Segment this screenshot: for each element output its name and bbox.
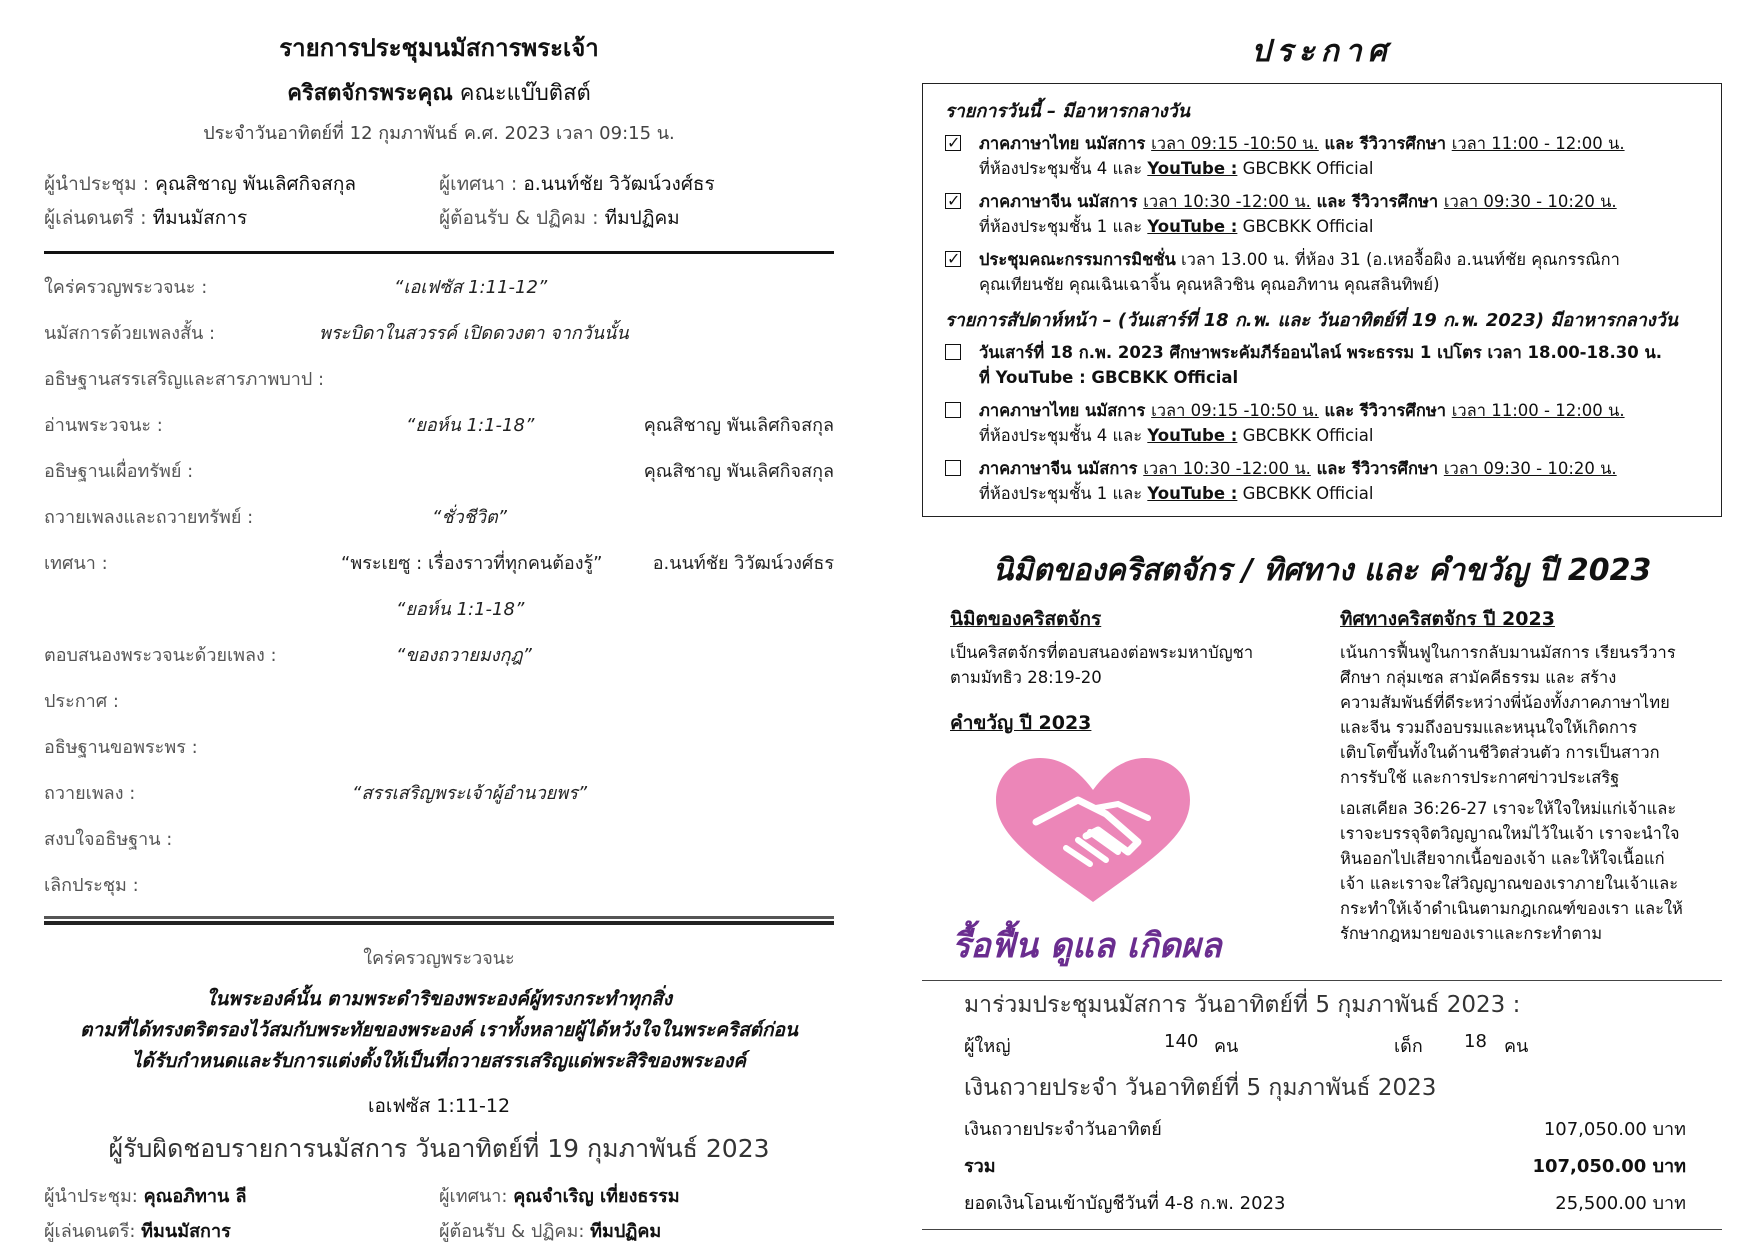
item-location: ที่ห้องประชุมชั้น 1 และ	[979, 484, 1148, 503]
youtube-link[interactable]: YouTube :	[1147, 217, 1238, 236]
item-text: และ รีวิวารศึกษา	[1318, 134, 1452, 153]
announcement-item	[945, 189, 1701, 239]
church-denomination: คณะแบ๊บติสต์	[452, 81, 591, 106]
vision-text	[950, 640, 1340, 690]
verse-line: ในพระองค์นั้น ตามพระดำริของพระองค์ผู้ทรงกระทำทุกสิ่ง	[205, 988, 673, 1010]
direction-line: เติบโตขึ้นทั้งในด้านชีวิตส่วนตัว การเป็นสาวก	[1340, 743, 1660, 762]
transfer-row	[964, 1188, 1686, 1217]
order-row	[44, 398, 834, 444]
next-music-name: ทีมนมัสการ	[141, 1221, 231, 1242]
youtube-link[interactable]: YouTube :	[1147, 426, 1238, 445]
order-label: ถวายเพลง :	[44, 783, 136, 804]
item-time: เวลา 09:30 - 10:20 น.	[1443, 459, 1617, 478]
ezekiel-line: เจ้า และเราจะใส่วิญญาณของเราภายในเจ้าและ	[1340, 874, 1679, 893]
vision-line: ตามมัทธิว 28:19-20	[950, 668, 1102, 687]
double-divider	[44, 916, 834, 925]
next-leader-name: คุณอภิทาน ลี	[143, 1186, 247, 1207]
announcements-title: ประกาศ	[1251, 34, 1393, 69]
order-row	[44, 582, 834, 628]
order-item: “ยอห์น 1:1-18”	[406, 415, 535, 436]
order-label: อธิษฐานสรรเสริญและสารภาพบาป :	[44, 369, 325, 390]
offering-value: 107,050.00 บาท	[1543, 1119, 1686, 1140]
item-time: เวลา 10:30 -12:00 น.	[1143, 192, 1311, 211]
order-item: “ของถวายมงกุฎ”	[396, 645, 532, 666]
service-date: ประจำวันอาทิตย์ที่ 12 กุมภาพันธ์ ค.ศ. 2023 เวลา 09:15 น.	[203, 123, 675, 144]
channel-name: GBCBKK Official	[1237, 426, 1374, 445]
child-unit: คน	[1504, 1036, 1529, 1057]
offering-heading: เงินถวายประจำ วันอาทิตย์ที่ 5 กุมภาพันธ์ 2023	[964, 1075, 1437, 1101]
total-value: 107,050.00 บาท	[1532, 1156, 1686, 1177]
verse-heading: ใคร่ครวญพระวจนะ	[363, 948, 515, 969]
heart-handshake-icon	[978, 752, 1208, 912]
vision-line: เป็นคริสตจักรที่ตอบสนองต่อพระมหาบัญชา	[950, 643, 1254, 662]
next-week-row-1	[44, 1181, 834, 1210]
direction-line: และจีน รวมถึงอบรมและหนุนใจให้เกิดการ	[1340, 718, 1638, 737]
offering-label: เงินถวายประจำวันอาทิตย์	[964, 1119, 1162, 1140]
divider	[922, 1229, 1722, 1230]
order-item: “เอเฟซัส 1:11-12”	[394, 277, 548, 298]
direction-text	[1340, 640, 1710, 790]
vision-heading: นิมิตของคริสตจักร	[950, 608, 1102, 630]
order-label: ใคร่ครวญพระวจนะ :	[44, 277, 208, 298]
next-preacher-label: ผู้เทศนา:	[439, 1186, 514, 1207]
order-item: พระบิดาในสวรรค์ เปิดดวงตา จากวันนั้น	[319, 323, 629, 344]
ezekiel-line: เอเสเคียล 36:26-27 เราจะให้ใจใหม่แก่เจ้าและ	[1340, 799, 1677, 818]
leader-label: ผู้นำประชุม :	[44, 173, 156, 195]
order-label: ถวายเพลงและถวายทรัพย์ :	[44, 507, 254, 528]
checked-box-icon	[945, 135, 961, 151]
item-detail: เวลา 13.00 น. ที่ห้อง 31 (อ.เหอจื้อผิง อ.นนท์ชัย คุณกรรณิกา	[1175, 250, 1620, 269]
order-label: อธิษฐานเผื่อทรัพย์ :	[44, 461, 194, 482]
people-row-1	[44, 169, 834, 199]
item-text: และ รีวิวารศึกษา	[1310, 459, 1444, 478]
item-time: เวลา 09:15 -10:50 น.	[1151, 134, 1319, 153]
verse-reference: เอเฟซัส 1:11-12	[367, 1095, 511, 1117]
vision-section	[922, 604, 1722, 972]
announcements-box	[922, 83, 1722, 517]
attendance-counts	[964, 1031, 1722, 1060]
verse-line: ตามที่ได้ทรงตริตรองไว้สมกับพระทัยของพระองค์ เราทั้งหลายผู้ได้หวังใจในพระคริสต์ก่อน	[80, 1019, 798, 1041]
item-text: ที่ YouTube : GBCBKK Official	[979, 368, 1239, 387]
usher-label: ผู้ต้อนรับ & ปฏิคม :	[439, 207, 605, 229]
direction-line: ศึกษา กลุ่มเซล สามัคคีธรรม และ สร้าง	[1340, 668, 1617, 687]
direction-line: เน้นการฟื้นฟูในการกลับมานมัสการ เรียนรวีวาร	[1340, 643, 1676, 662]
divider	[44, 251, 834, 254]
music-name: ทีมนมัสการ	[152, 207, 248, 229]
item-time: เวลา 11:00 - 12:00 น.	[1451, 401, 1625, 420]
ezekiel-line: กระทำให้เจ้าดำเนินตามกฎเกณฑ์ของเรา และให้	[1340, 899, 1683, 918]
slogan: รื้อฟื้น ดูแล เกิดผล	[952, 926, 1222, 966]
order-person: คุณสิชาญ พันเลิศกิจสกุล	[643, 415, 834, 436]
item-location: ที่ห้องประชุมชั้น 4 และ	[979, 426, 1148, 445]
announcement-item	[945, 247, 1701, 297]
unchecked-box-icon	[945, 402, 961, 418]
next-usher-name: ทีมปฏิคม	[590, 1221, 662, 1242]
program-title: รายการประชุมนมัสการพระเจ้า	[279, 34, 599, 62]
child-count: 18	[1464, 1031, 1487, 1052]
preacher-name: อ.นนท์ชัย วิวัฒน์วงศ์ธร	[523, 173, 715, 195]
service-program	[44, 28, 834, 1245]
transfer-label: ยอดเงินโอนเข้าบัญชีวันที่ 4-8 ก.พ. 2023	[964, 1193, 1286, 1214]
order-row	[44, 490, 834, 536]
unchecked-box-icon	[945, 344, 961, 360]
item-detail: คุณเทียนชัย คุณเฉินเฉาจิ้น คุณหลิวชิน คุณอภิทาน คุณสลินทิพย์)	[979, 275, 1440, 294]
channel-name: GBCBKK Official	[1237, 484, 1374, 503]
order-row	[44, 674, 834, 720]
attendance-section	[922, 980, 1722, 1230]
total-row	[964, 1151, 1686, 1180]
announcements-column	[922, 28, 1722, 972]
vision-right	[1340, 604, 1710, 972]
youtube-link[interactable]: YouTube :	[1147, 484, 1238, 503]
announcement-item	[945, 340, 1701, 390]
channel-name: GBCBKK Official	[1237, 217, 1374, 236]
next-week-heading: ผู้รับผิดชอบรายการนมัสการ วันอาทิตย์ที่ 19 กุมภาพันธ์ 2023	[108, 1134, 770, 1163]
next-leader-label: ผู้นำประชุม:	[44, 1186, 144, 1207]
adult-label: ผู้ใหญ่	[964, 1036, 1011, 1057]
usher-name: ทีมปฏิคม	[604, 207, 680, 229]
checked-box-icon	[945, 193, 961, 209]
item-text: และ รีวิวารศึกษา	[1318, 401, 1452, 420]
leader-name: คุณสิชาญ พันเลิศกิจสกุล	[155, 173, 356, 195]
order-label: เทศนา :	[44, 553, 108, 574]
vision-left	[922, 604, 1340, 972]
vision-title: นิมิตของคริสตจักร / ทิศทาง และ คำขวัญ ปี 2023	[992, 553, 1652, 588]
order-row	[44, 812, 834, 858]
item-text: วันเสาร์ที่ 18 ก.พ. 2023 ศึกษาพระคัมภีร์ออนไลน์ พระธรรม 1 เปโตร เวลา 18.00-18.30 น.	[979, 343, 1663, 362]
item-time: เวลา 09:30 - 10:20 น.	[1443, 192, 1617, 211]
order-row	[44, 720, 834, 766]
order-item: “ยอห์น 1:1-18”	[396, 599, 525, 620]
today-heading: รายการวันนี้ – มีอาหารกลางวัน	[945, 101, 1190, 122]
order-label: อธิษฐานขอพระพร :	[44, 737, 198, 758]
order-label: เลิกประชุม :	[44, 875, 139, 896]
people-row-2	[44, 203, 834, 233]
item-text: ภาคภาษาไทย นมัสการ	[979, 134, 1152, 153]
item-location: ที่ห้องประชุมชั้น 1 และ	[979, 217, 1148, 236]
unchecked-box-icon	[945, 460, 961, 476]
order-label: ตอบสนองพระวจนะด้วยเพลง :	[44, 645, 277, 666]
order-person: อ.นนท์ชัย วิวัฒน์วงศ์ธร	[652, 553, 834, 574]
item-text: ประชุมคณะกรรมการมิชชั่น	[979, 250, 1176, 269]
order-row	[44, 306, 834, 352]
direction-line: การรับใช้ และการประกาศข่าวประเสริฐ	[1340, 768, 1620, 787]
order-row	[44, 260, 834, 306]
ezekiel-text	[1340, 796, 1710, 946]
item-time: เวลา 10:30 -12:00 น.	[1143, 459, 1311, 478]
child-label: เด็ก	[1394, 1036, 1423, 1057]
youtube-link[interactable]: YouTube :	[1147, 159, 1238, 178]
adult-unit: คน	[1214, 1036, 1239, 1057]
item-text: ภาคภาษาไทย นมัสการ	[979, 401, 1152, 420]
direction-line: ความสัมพันธ์ที่ดีระหว่างพี่น้องทั้งภาคภาษาไทย	[1340, 693, 1670, 712]
order-label: ประกาศ :	[44, 691, 119, 712]
verse-text	[44, 984, 834, 1077]
verse-line: ได้รับกำหนดและรับการแต่งตั้งให้เป็นที่ถวายสรรเสริญแด่พระสิริของพระองค์	[131, 1050, 747, 1072]
item-time: เวลา 09:15 -10:50 น.	[1151, 401, 1319, 420]
order-item: “ชั่วชีวิต”	[432, 507, 507, 528]
ezekiel-line: รักษากฎหมายของเราและกระทำตาม	[1340, 924, 1603, 943]
announcement-item	[945, 456, 1701, 506]
announcement-item	[945, 131, 1701, 181]
item-text: และ รีวิวารศึกษา	[1310, 192, 1444, 211]
heart-handshake-logo	[978, 752, 1340, 916]
order-item: “สรรเสริญพระเจ้าผู้อำนวยพร”	[352, 783, 588, 804]
order-label: นมัสการด้วยเพลงสั้น :	[44, 323, 216, 344]
total-label: รวม	[964, 1156, 996, 1177]
item-time: เวลา 11:00 - 12:00 น.	[1451, 134, 1625, 153]
preacher-label: ผู้เทศนา :	[439, 173, 524, 195]
next-preacher-name: คุณจำเริญ เที่ยงธรรม	[513, 1186, 680, 1207]
next-week-heading: รายการสัปดาห์หน้า – (วันเสาร์ที่ 18 ก.พ. และ วันอาทิตย์ที่ 19 ก.พ. 2023) มีอาหารกลางวัน	[945, 310, 1678, 331]
checked-box-icon	[945, 251, 961, 267]
item-text: ภาคภาษาจีน นมัสการ	[979, 459, 1144, 478]
order-row	[44, 628, 834, 674]
order-person: คุณสิชาญ พันเลิศกิจสกุล	[643, 461, 834, 482]
order-row	[44, 352, 834, 398]
transfer-value: 25,500.00 บาท	[1555, 1193, 1686, 1214]
divider	[922, 980, 1722, 981]
music-label: ผู้เล่นดนตรี :	[44, 207, 153, 229]
item-text: ภาคภาษาจีน นมัสการ	[979, 192, 1144, 211]
announcement-item	[945, 398, 1701, 448]
ezekiel-line: เราจะบรรจุจิตวิญญาณใหม่ไว้ในเจ้า เราจะนำใจ	[1340, 824, 1680, 843]
order-row	[44, 858, 834, 904]
order-label: อ่านพระวจนะ :	[44, 415, 163, 436]
ezekiel-line: หินออกไปเสียจากเนื้อของเจ้า และให้ใจเนื้อแก่	[1340, 849, 1665, 868]
order-label: สงบใจอธิษฐาน :	[44, 829, 173, 850]
direction-heading: ทิศทางคริสตจักร ปี 2023	[1340, 608, 1555, 630]
next-usher-label: ผู้ต้อนรับ & ปฏิคม:	[439, 1221, 591, 1242]
next-music-label: ผู้เล่นดนตรี:	[44, 1221, 142, 1242]
church-name-bold: คริสตจักรพระคุณ	[287, 81, 453, 106]
order-item: “พระเยซู : เรื่องราวที่ทุกคนต้องรู้”	[341, 553, 603, 574]
attendance-heading: มาร่วมประชุมนมัสการ วันอาทิตย์ที่ 5 กุมภาพันธ์ 2023 :	[964, 992, 1521, 1018]
church-name	[44, 75, 834, 110]
channel-name: GBCBKK Official	[1237, 159, 1374, 178]
item-location: ที่ห้องประชุมชั้น 4 และ	[979, 159, 1148, 178]
offering-row	[964, 1114, 1686, 1143]
order-row	[44, 444, 834, 490]
order-row	[44, 766, 834, 812]
adult-count: 140	[1164, 1031, 1199, 1052]
motto-heading: คำขวัญ ปี 2023	[950, 712, 1092, 734]
order-row	[44, 536, 834, 582]
order-of-service	[44, 260, 834, 904]
